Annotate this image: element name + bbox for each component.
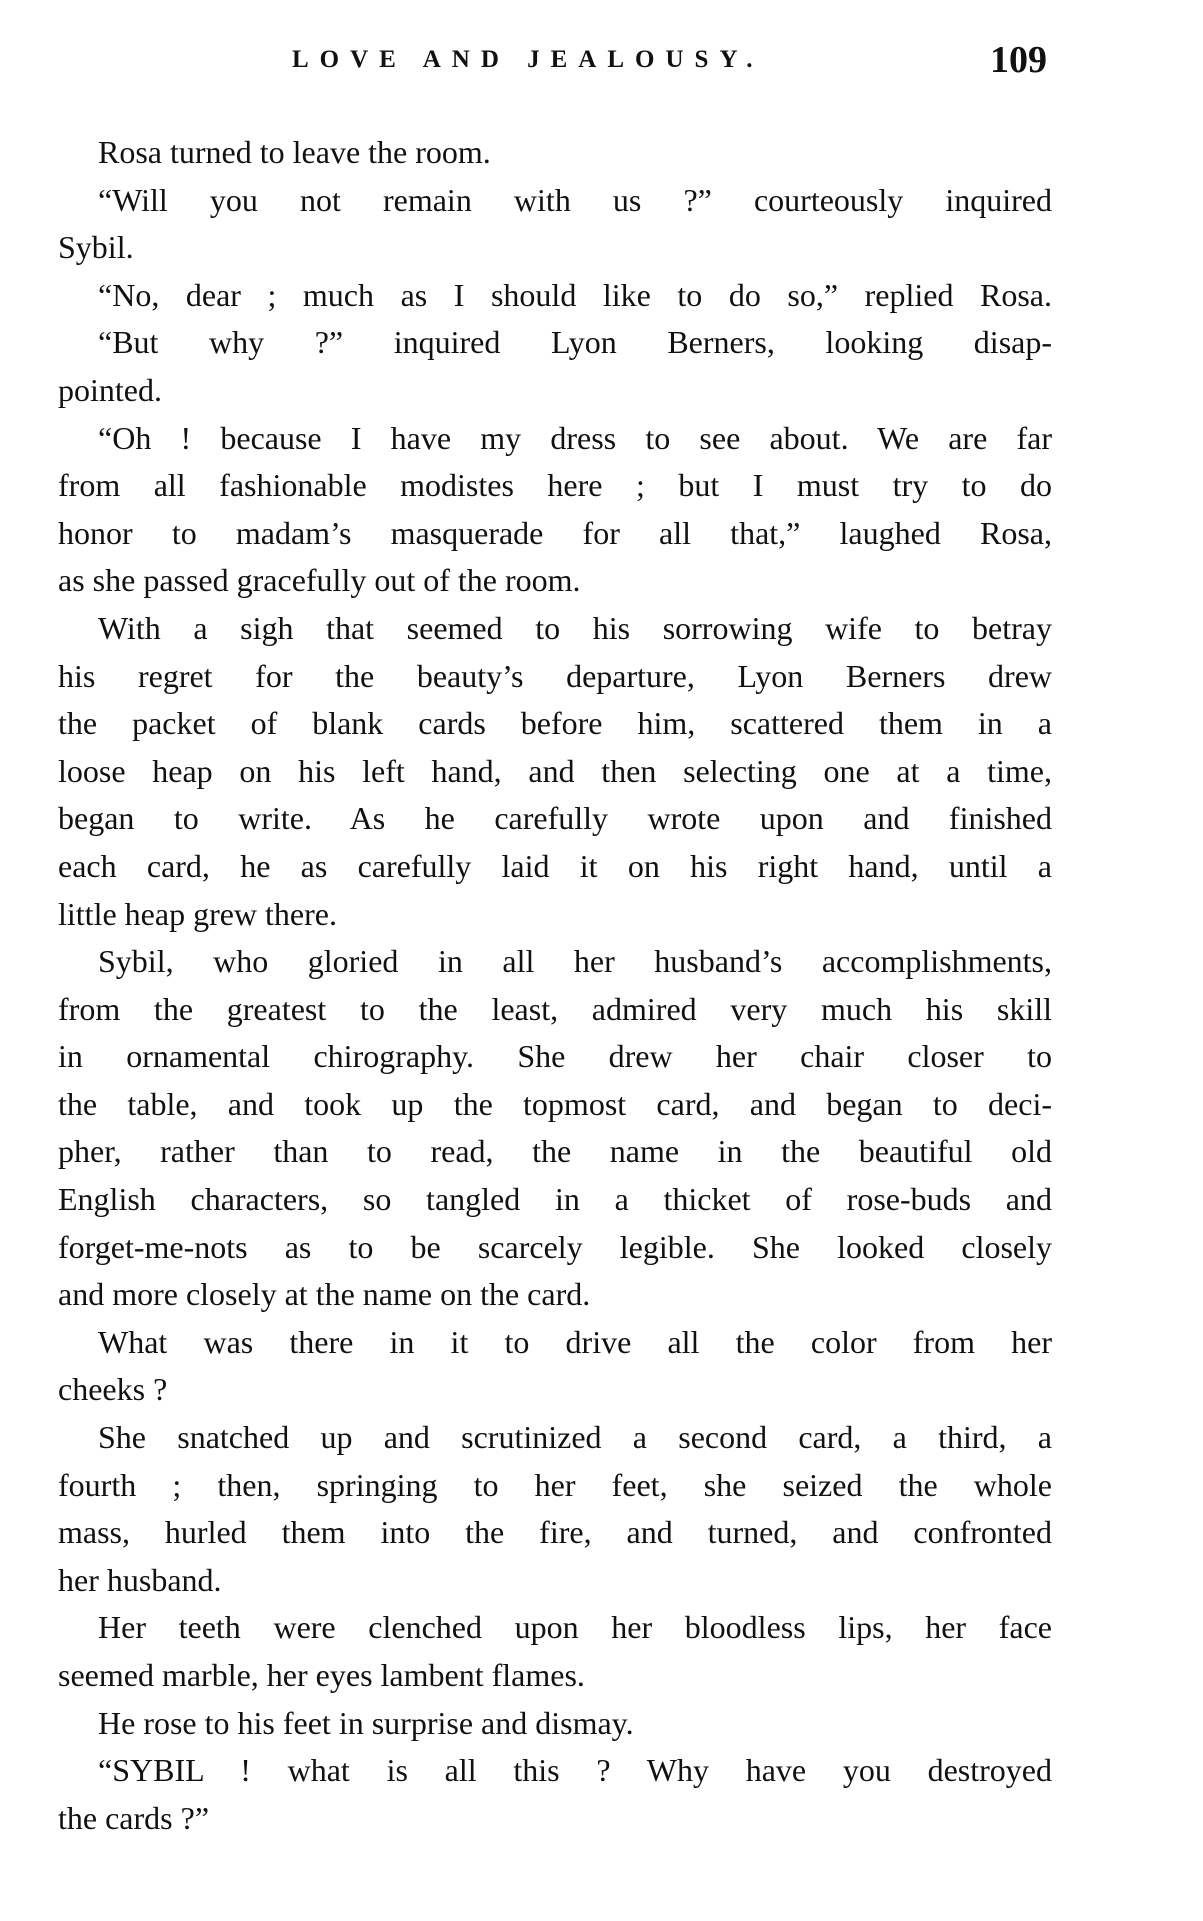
text-line: from all fashionable modistes here ; but I must try to do (58, 467, 1052, 504)
paragraph (58, 177, 1052, 272)
text-line: “Will you not remain with us ?” courteously inquired (98, 181, 1052, 218)
text-line: With a sigh that seemed to his sorrowing wife to betray (98, 609, 1052, 646)
text-line: Her teeth were clenched upon her bloodless lips, her face (98, 1609, 1052, 1646)
text-line: forget-me-nots as to be scarcely legible. She looked closely (58, 1228, 1052, 1265)
text-line: honor to madam’s masquerade for all that,” laughed Rosa, (58, 514, 1052, 551)
text-line: the cards ?” (58, 1799, 210, 1836)
text-line: her husband. (58, 1561, 222, 1598)
text-line: as she passed gracefully out of the room. (58, 562, 581, 599)
text-line: little heap grew there. (58, 895, 337, 932)
text-line: loose heap on his left hand, and then selecting one at a time, (58, 752, 1052, 789)
text-line: pointed. (58, 371, 162, 408)
text-line: cheeks ? (58, 1371, 168, 1408)
text-line: pher, rather than to read, the name in the beautiful old (58, 1133, 1052, 1170)
text-line: fourth ; then, springing to her feet, she seized the whole (58, 1466, 1052, 1503)
paragraph (58, 1319, 1052, 1414)
text-line: Sybil, who gloried in all her husband’s accomplishments, (98, 943, 1052, 980)
text-line: He rose to his feet in surprise and dismay. (98, 1704, 634, 1741)
paragraph (58, 1414, 1052, 1604)
text-line: “SYBIL ! what is all this ? Why have you destroyed (98, 1752, 1052, 1789)
text-line: his regret for the beauty’s departure, Lyon Berners drew (58, 657, 1052, 694)
text-line: each card, he as carefully laid it on his right hand, until a (58, 847, 1052, 884)
text-line: and more closely at the name on the card. (58, 1276, 591, 1313)
paragraph (58, 938, 1052, 1319)
text-line: Sybil. (58, 229, 134, 266)
text-line: seemed marble, her eyes lambent flames. (58, 1657, 585, 1693)
running-title: LOVE AND JEALOUSY. (292, 46, 764, 73)
text-line: “Oh ! because I have my dress to see about. We are far (98, 419, 1052, 456)
text-line: Rosa turned to leave the room. (98, 134, 491, 170)
text-line: What was there in it to drive all the color from her (98, 1323, 1052, 1360)
text-line: the table, and took up the topmost card, and began to deci- (58, 1085, 1052, 1122)
page-number: 109 (990, 39, 1047, 81)
text-line: began to write. As he carefully wrote upon and finished (58, 800, 1052, 837)
paragraph (58, 129, 1052, 177)
text-line: in ornamental chirography. She drew her chair closer to (58, 1038, 1052, 1075)
paragraph (58, 1747, 1052, 1842)
paragraph (58, 1700, 1052, 1748)
text-line: She snatched up and scrutinized a second card, a third, a (98, 1419, 1052, 1456)
paragraph (58, 272, 1052, 320)
body-text (58, 129, 1052, 1842)
text-line: from the greatest to the least, admired very much his skill (58, 990, 1052, 1027)
text-line: “But why ?” inquired Lyon Berners, looking disap- (98, 324, 1052, 361)
text-line: English characters, so tangled in a thicket of rose-buds and (58, 1181, 1052, 1218)
paragraph (58, 605, 1052, 938)
paragraph (58, 415, 1052, 605)
text-line: the packet of blank cards before him, scattered them in a (58, 705, 1052, 742)
paragraph (58, 1604, 1052, 1699)
text-line: mass, hurled them into the fire, and turned, and confronted (58, 1514, 1052, 1551)
page-header (0, 39, 1203, 84)
paragraph (58, 319, 1052, 414)
text-line: “No, dear ; much as I should like to do so,” replied Rosa. (98, 276, 1052, 313)
